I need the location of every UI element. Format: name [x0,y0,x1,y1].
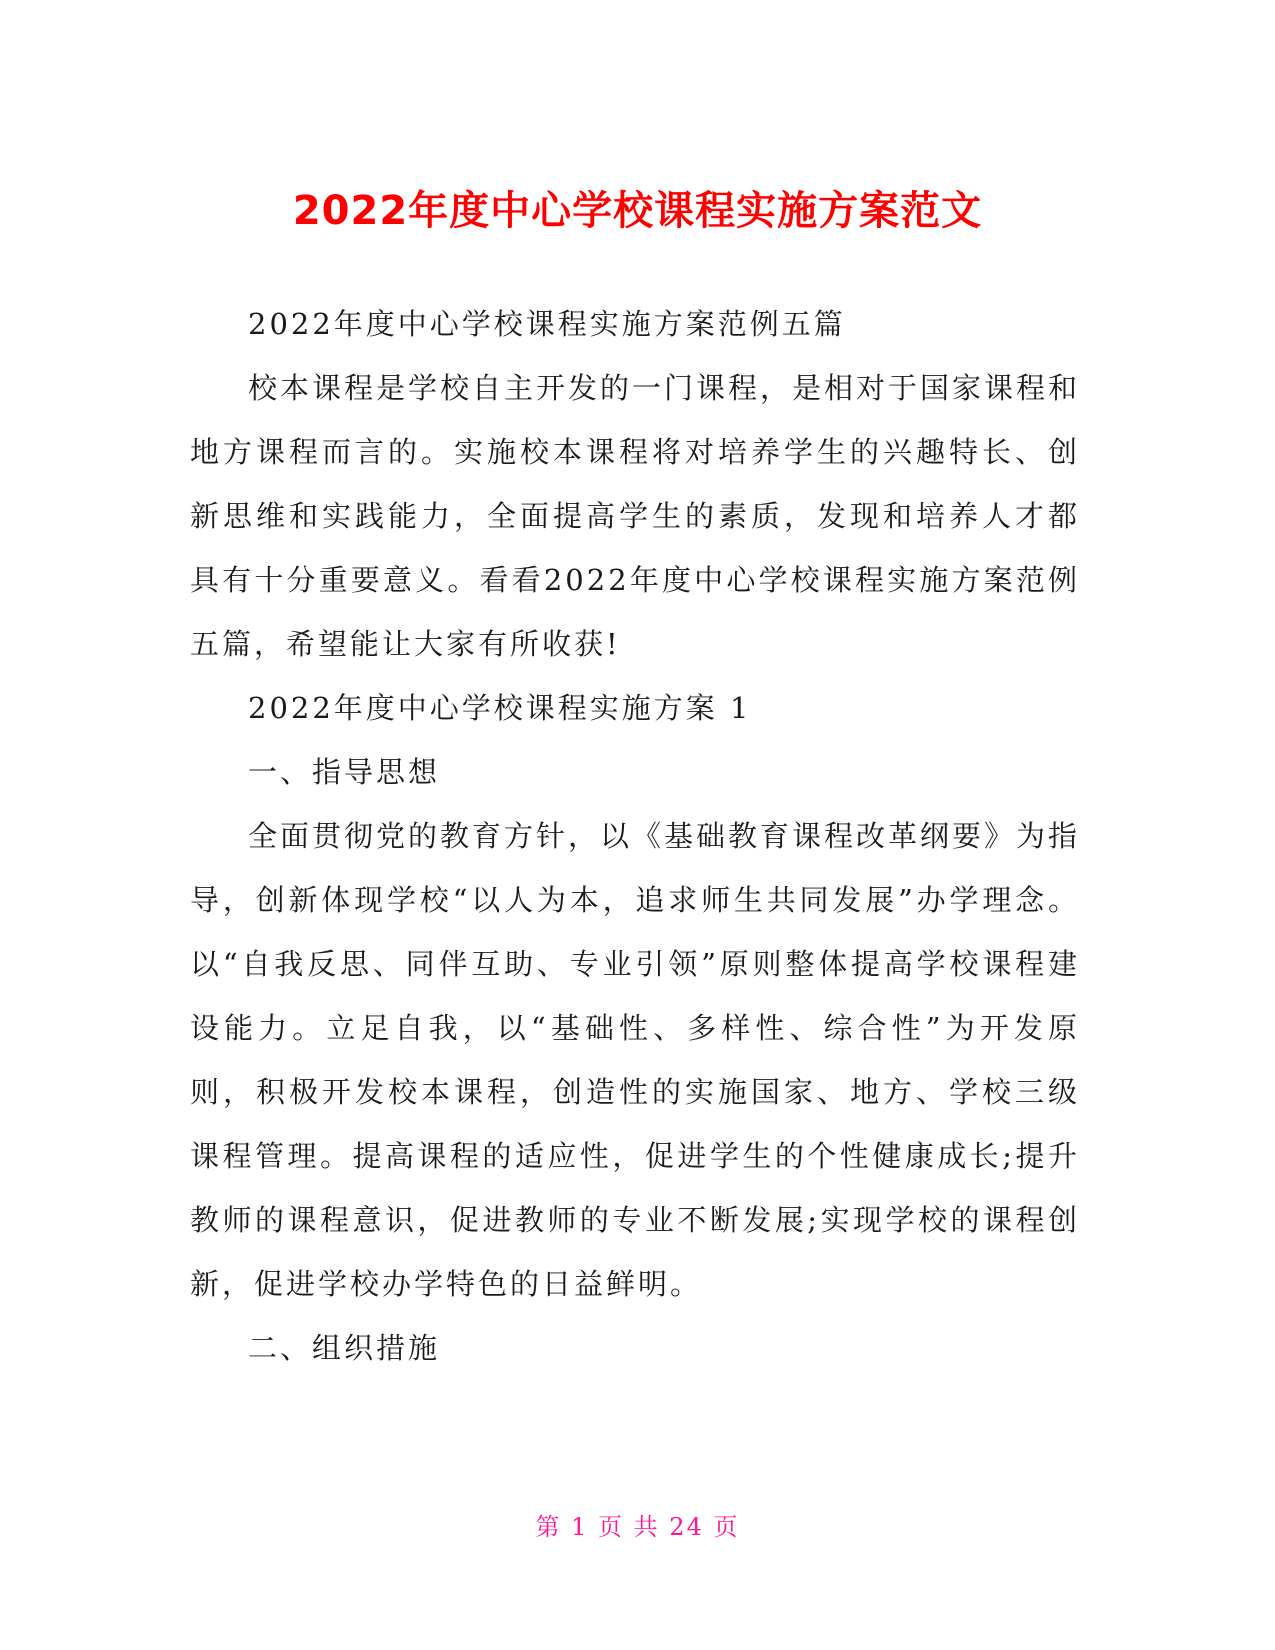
paragraph-subtitle: 2022年度中心学校课程实施方案范例五篇 [248,307,846,341]
document-title: 2022年度中心学校课程实施方案范文 [292,187,983,234]
document-body [190,292,1080,1380]
section-heading-guiding-ideology: 一、指导思想 [248,755,441,789]
paragraph-intro: 校本课程是学校自主开发的一门课程，是相对于国家课程和地方课程而言的。实施校本课程将对培养学生的兴趣特长、创新思维和实践能力，全面提高学生的素质，发现和培养人才都具有十分重要意义。看看2022年度中心学校课程实施方案范例五篇，希望能让大家有所收获! [190,371,1081,661]
section-heading-organization: 二、组织措施 [248,1331,441,1365]
paragraph-plan-heading: 2022年度中心学校课程实施方案 1 [248,691,752,725]
page-number-footer: 第 1 页 共 24 页 [535,1513,740,1541]
paragraph-guiding-ideology: 全面贯彻党的教育方针，以《基础教育课程改革纲要》为指导，创新体现学校“以人为本，追求师生共同发展”办学理念。以“自我反思、同伴互助、专业引领”原则整体提高学校课程建设能力。立足自我，以“基础性、多样性、综合性”为开发原则，积极开发校本课程，创造性的实施国家、地方、学校三级课程管理。提高课程的适应性，促进学生的个性健康成长;提升教师的课程意识，促进教师的专业不断发展;实现学校的课程创新，促进学校办学特色的日益鲜明。 [190,819,1081,1301]
